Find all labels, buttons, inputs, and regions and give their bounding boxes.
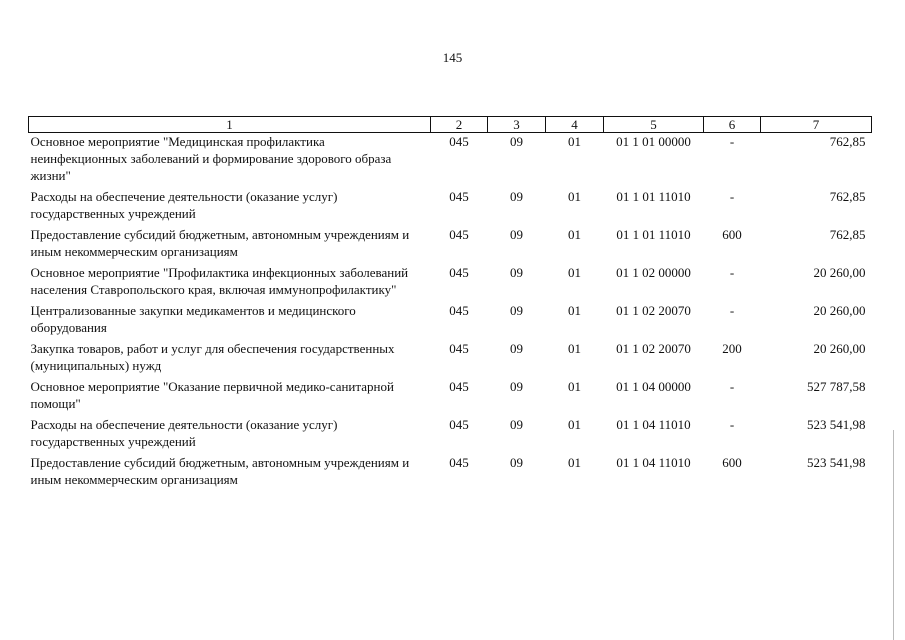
item-name: Основное мероприятие "Медицинская профилактика неинфекционных заболеваний и формирование здорового образа жизни" — [30, 134, 392, 183]
header-col-2: 2 — [431, 117, 488, 133]
item-name: Расходы на обеспечение деятельности (оказание услуг) государственных учреждений — [30, 189, 338, 221]
item-name: Расходы на обеспечение деятельности (оказание услуг) государственных учреждений — [30, 417, 338, 449]
item-name: Основное мероприятие "Профилактика инфекционных заболеваний населения Ставропольского края, включая иммунопрофилактику" — [30, 265, 409, 297]
target-article-code: 01 1 04 00000 — [616, 379, 691, 394]
amount: 762,85 — [829, 189, 866, 204]
expense-type-code: 600 — [722, 455, 742, 470]
target-article-code: 01 1 02 20070 — [616, 303, 691, 318]
header-col-1: 1 — [29, 117, 431, 133]
budget-table — [28, 116, 872, 492]
section-code: 09 — [510, 189, 523, 204]
amount: 762,85 — [829, 134, 866, 149]
expense-type-code: 600 — [722, 227, 742, 242]
target-article-code: 01 1 04 11010 — [616, 455, 691, 470]
section-code: 09 — [510, 134, 523, 149]
item-name: Закупка товаров, работ и услуг для обеспечения государственных (муниципальных) нужд — [30, 341, 395, 373]
section-code: 09 — [510, 417, 523, 432]
amount: 527 787,58 — [807, 379, 866, 394]
page-number: 145 — [442, 50, 463, 65]
expense-type-code: - — [729, 265, 735, 280]
table-row — [29, 226, 872, 264]
amount: 20 260,00 — [813, 303, 866, 318]
section-code: 09 — [510, 303, 523, 318]
scan-edge-line — [893, 430, 894, 640]
expense-type-code: - — [729, 134, 735, 149]
section-code: 09 — [510, 341, 523, 356]
table-row — [29, 133, 872, 189]
expense-type-code: - — [729, 189, 735, 204]
amount: 762,85 — [829, 227, 866, 242]
table-row — [29, 340, 872, 378]
item-name: Предоставление субсидий бюджетным, автономным учреждениям и иным некоммерческим организациям — [30, 227, 410, 259]
ministry-code: 045 — [449, 134, 469, 149]
expense-type-code: - — [729, 417, 735, 432]
target-article-code: 01 1 02 20070 — [616, 341, 691, 356]
table-row — [29, 302, 872, 340]
budget-table-container — [28, 116, 871, 492]
header-row — [29, 117, 872, 133]
target-article-code: 01 1 04 11010 — [616, 417, 691, 432]
expense-type-code: - — [729, 379, 735, 394]
header-col-7: 7 — [761, 117, 872, 133]
amount: 523 541,98 — [807, 417, 866, 432]
amount: 20 260,00 — [813, 341, 866, 356]
subsection-code: 01 — [568, 189, 581, 204]
ministry-code: 045 — [449, 265, 469, 280]
table-row — [29, 378, 872, 416]
target-article-code: 01 1 02 00000 — [616, 265, 691, 280]
subsection-code: 01 — [568, 455, 581, 470]
section-code: 09 — [510, 265, 523, 280]
subsection-code: 01 — [568, 303, 581, 318]
table-row — [29, 264, 872, 302]
table-row — [29, 416, 872, 454]
target-article-code: 01 1 01 11010 — [616, 227, 691, 242]
ministry-code: 045 — [449, 455, 469, 470]
table-body — [29, 133, 872, 493]
item-name: Основное мероприятие "Оказание первичной медико-санитарной помощи" — [30, 379, 394, 411]
ministry-code: 045 — [449, 341, 469, 356]
ministry-code: 045 — [449, 303, 469, 318]
header-col-4: 4 — [546, 117, 604, 133]
ministry-code: 045 — [449, 227, 469, 242]
expense-type-code: 200 — [722, 341, 742, 356]
amount: 523 541,98 — [807, 455, 866, 470]
section-code: 09 — [510, 455, 523, 470]
header-col-5: 5 — [604, 117, 704, 133]
subsection-code: 01 — [568, 379, 581, 394]
item-name: Централизованные закупки медикаментов и медицинского оборудования — [30, 303, 356, 335]
header-col-6: 6 — [704, 117, 761, 133]
target-article-code: 01 1 01 11010 — [616, 189, 691, 204]
ministry-code: 045 — [449, 417, 469, 432]
subsection-code: 01 — [568, 417, 581, 432]
section-code: 09 — [510, 379, 523, 394]
subsection-code: 01 — [568, 265, 581, 280]
ministry-code: 045 — [449, 189, 469, 204]
header-col-3: 3 — [488, 117, 546, 133]
subsection-code: 01 — [568, 341, 581, 356]
subsection-code: 01 — [568, 134, 581, 149]
section-code: 09 — [510, 227, 523, 242]
item-name: Предоставление субсидий бюджетным, автономным учреждениям и иным некоммерческим организациям — [30, 455, 410, 487]
table-row — [29, 454, 872, 492]
target-article-code: 01 1 01 00000 — [616, 134, 691, 149]
subsection-code: 01 — [568, 227, 581, 242]
ministry-code: 045 — [449, 379, 469, 394]
table-header — [29, 117, 872, 133]
table-row — [29, 188, 872, 226]
expense-type-code: - — [729, 303, 735, 318]
amount: 20 260,00 — [813, 265, 866, 280]
